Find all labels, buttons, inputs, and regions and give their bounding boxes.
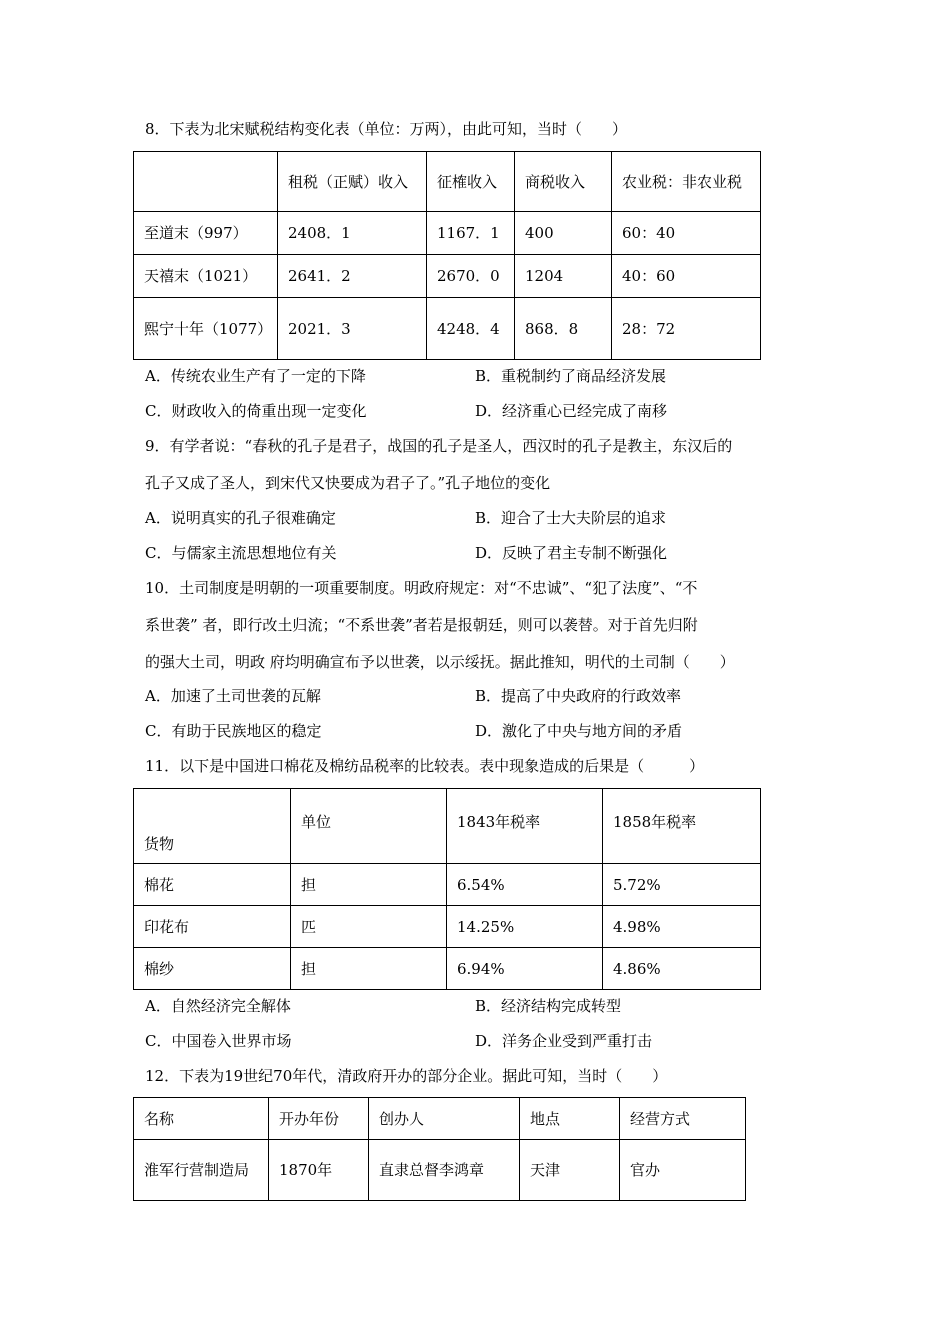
- q10-option-d[interactable]: D．激化了中央与地方间的矛盾: [475, 722, 683, 740]
- q11-cell: 14.25%: [447, 906, 603, 948]
- q11-header-cell: 货物: [134, 789, 291, 864]
- q10-option-b[interactable]: B．提高了中央政府的行政效率: [475, 687, 682, 705]
- q11-cell: 6.54%: [447, 864, 603, 906]
- q8-cell: 4248．4: [427, 298, 515, 360]
- q12-header-cell: 名称: [134, 1098, 269, 1140]
- q8-header-cell: 商税收入: [515, 152, 612, 212]
- table-row: [134, 906, 761, 948]
- q11-cell: 棉纱: [134, 948, 291, 990]
- q8-option-b[interactable]: B．重税制约了商品经济发展: [475, 367, 667, 385]
- table-row: [134, 864, 761, 906]
- q8-cell: 40：60: [612, 255, 761, 298]
- q11-cell: 4.86%: [603, 948, 761, 990]
- q11-cell: 匹: [291, 906, 447, 948]
- table-row: [134, 255, 761, 298]
- q11-cell: 担: [291, 864, 447, 906]
- q9-option-b[interactable]: B．迎合了士大夫阶层的追求: [475, 509, 667, 527]
- q11-option-c[interactable]: C．中国卷入世界市场: [145, 1032, 292, 1050]
- q10-stem-line-1: 10．土司制度是明朝的一项重要制度。明政府规定：对“不忠诚”、“犯了法度”、“不: [145, 579, 698, 597]
- q11-cell: 印花布: [134, 906, 291, 948]
- q10-stem-line-2: 系世袭” 者，即行改土归流；“不系世袭”者若是报朝廷，则可以袭替。对于首先归附: [145, 616, 698, 634]
- q12-table: [133, 1097, 746, 1201]
- q11-cell: 担: [291, 948, 447, 990]
- q8-cell: 2641．2: [278, 255, 427, 298]
- q12-header-cell: 地点: [520, 1098, 620, 1140]
- q12-header-cell: 创办人: [369, 1098, 520, 1140]
- q12-cell: 天津: [520, 1140, 620, 1201]
- q8-cell: 天禧末（1021）: [134, 255, 278, 298]
- q8-option-a[interactable]: A．传统农业生产有了一定的下降: [145, 367, 366, 385]
- q8-header-cell: 农业税：非农业税: [612, 152, 761, 212]
- q10-option-c[interactable]: C．有助于民族地区的稳定: [145, 722, 322, 740]
- q8-header-cell: 征榷收入: [427, 152, 515, 212]
- q12-stem: 12．下表为19世纪70年代，清政府开办的部分企业。据此可知，当时（ ）: [145, 1067, 668, 1085]
- q8-cell: 868．8: [515, 298, 612, 360]
- q8-cell: 28：72: [612, 298, 761, 360]
- q12-header-cell: 经营方式: [620, 1098, 746, 1140]
- q11-cell: 6.94%: [447, 948, 603, 990]
- q8-header-cell: 租税（正赋）收入: [278, 152, 427, 212]
- q11-header-cell: 单位: [291, 789, 447, 864]
- q12-cell: 直隶总督李鸿章: [369, 1140, 520, 1201]
- q8-cell: 60：40: [612, 212, 761, 255]
- table-row: [134, 298, 761, 360]
- q11-cell: 棉花: [134, 864, 291, 906]
- q8-option-d[interactable]: D．经济重心已经完成了南移: [475, 402, 668, 420]
- q8-cell: 1204: [515, 255, 612, 298]
- q8-stem: 8．下表为北宋赋税结构变化表（单位：万两），由此可知，当时（ ）: [145, 120, 628, 138]
- table-row: [134, 1140, 746, 1201]
- q11-header-cell: 1843年税率: [447, 789, 603, 864]
- q8-table: [133, 151, 761, 360]
- q11-option-b[interactable]: B．经济结构完成转型: [475, 997, 622, 1015]
- q8-cell: 至道末（997）: [134, 212, 278, 255]
- q11-cell: 4.98%: [603, 906, 761, 948]
- q8-cell: 熙宁十年（1077）: [134, 298, 278, 360]
- q10-option-a[interactable]: A．加速了土司世袭的瓦解: [145, 687, 321, 705]
- q12-cell: 官办: [620, 1140, 746, 1201]
- q11-option-d[interactable]: D．洋务企业受到严重打击: [475, 1032, 653, 1050]
- q9-option-a[interactable]: A．说明真实的孔子很难确定: [145, 509, 336, 527]
- table-row: [134, 212, 761, 255]
- q12-cell: 1870年: [269, 1140, 369, 1201]
- q8-cell: 1167．1: [427, 212, 515, 255]
- q11-option-a[interactable]: A．自然经济完全解体: [145, 997, 291, 1015]
- q11-header-cell: 1858年税率: [603, 789, 761, 864]
- q11-table: [133, 788, 761, 990]
- q8-cell: 400: [515, 212, 612, 255]
- q11-stem: 11．以下是中国进口棉花及棉纺品税率的比较表。表中现象造成的后果是（ ）: [145, 757, 705, 775]
- q9-stem-line-2: 孔子又成了圣人，到宋代又快要成为君子了。”孔子地位的变化: [145, 474, 551, 492]
- q9-stem-line-1: 9．有学者说：“春秋的孔子是君子，战国的孔子是圣人，西汉时的孔子是教主，东汉后的: [145, 437, 733, 455]
- q8-cell: 2670．0: [427, 255, 515, 298]
- q9-option-c[interactable]: C．与儒家主流思想地位有关: [145, 544, 337, 562]
- q8-option-c[interactable]: C．财政收入的倚重出现一定变化: [145, 402, 367, 420]
- q8-cell: 2021．3: [278, 298, 427, 360]
- q9-option-d[interactable]: D．反映了君主专制不断强化: [475, 544, 668, 562]
- q11-cell: 5.72%: [603, 864, 761, 906]
- q8-cell: 2408．1: [278, 212, 427, 255]
- q8-header-cell: [134, 152, 278, 212]
- table-row: [134, 948, 761, 990]
- q10-stem-line-3: 的强大土司，明政 府均明确宣布予以世袭，以示绥抚。据此推知，明代的土司制（ ）: [145, 653, 735, 671]
- q12-cell: 淮军行营制造局: [134, 1140, 269, 1201]
- q12-header-cell: 开办年份: [269, 1098, 369, 1140]
